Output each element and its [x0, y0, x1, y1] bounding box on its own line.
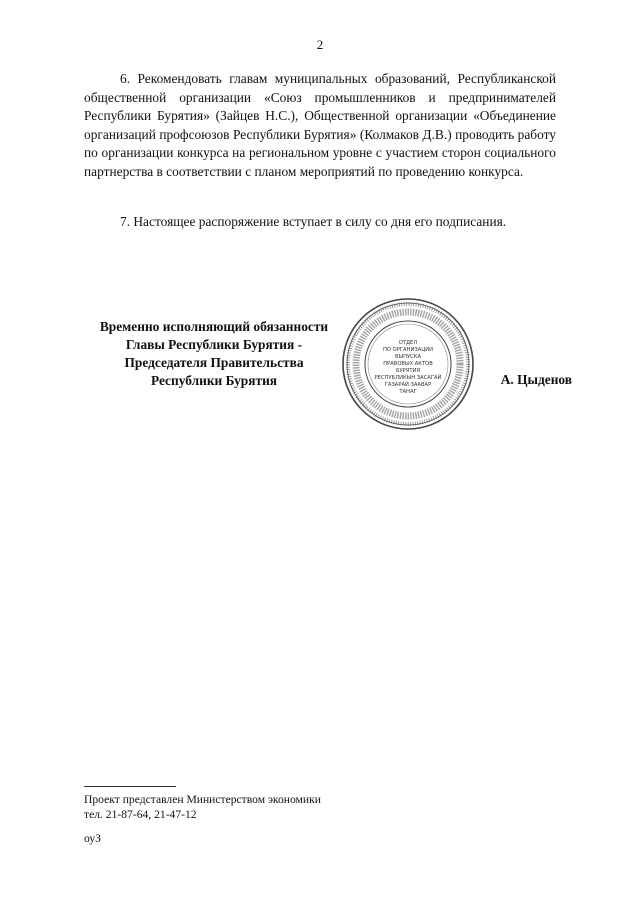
paragraph-6: 6. Рекомендовать главам муниципальных образований, Республиканской общественной организации «Союз промышленников и предпринимателей Республики Бурятия» (Зайцев Н.С.), Общественной организации «Объединение организаций профсоюзов Республики Бурятия» (Колмаков Д.В.) проводить работу по организации конкурса на региональном уровне с участием сторон социального партнерства в соответствии с планом мероприятий по проведению конкурса.: [84, 71, 556, 179]
signatory-title: [64, 318, 364, 390]
paragraph-7: 7. Настоящее распоряжение вступает в силу со дня его подписания.: [120, 214, 507, 229]
seal-center-line: ТАНАГ: [399, 389, 417, 395]
footer-line: Проект представлен Министерством экономики: [84, 793, 321, 806]
footer-note: [84, 792, 321, 846]
seal-center-line: ВЫПУСКА: [394, 354, 422, 360]
seal-center-line: ПРАВОВЫХ АКТОВ: [383, 361, 433, 367]
signatory-title-line: Временно исполняющий обязанности: [99, 319, 329, 334]
signatory-title-line: Главы Республики Бурятия -: [125, 337, 303, 352]
footer-divider: [84, 786, 176, 787]
seal-center-line: ПО ОРГАНИЗАЦИИ: [382, 347, 434, 353]
signatory-name: А. Цыденов: [500, 372, 572, 387]
page-number: 2: [316, 37, 324, 52]
official-seal: [340, 296, 476, 432]
seal-center-line: РЕСПУБЛИКЫН ЗАСАГАЙ: [374, 375, 442, 381]
signatory-title-line: Председателя Правительства: [124, 355, 304, 370]
seal-center-line: ГАЗАРАЙ ЗААВАР: [384, 382, 432, 388]
document-code: оуЗ: [84, 832, 101, 845]
seal-center-line: БУРЯТИЯ: [395, 368, 421, 374]
seal-center-line: ОТДЕЛ: [398, 340, 418, 346]
signatory-title-line: Республики Бурятия: [150, 373, 278, 388]
footer-line: тел. 21-87-64, 21-47-12: [84, 808, 197, 821]
